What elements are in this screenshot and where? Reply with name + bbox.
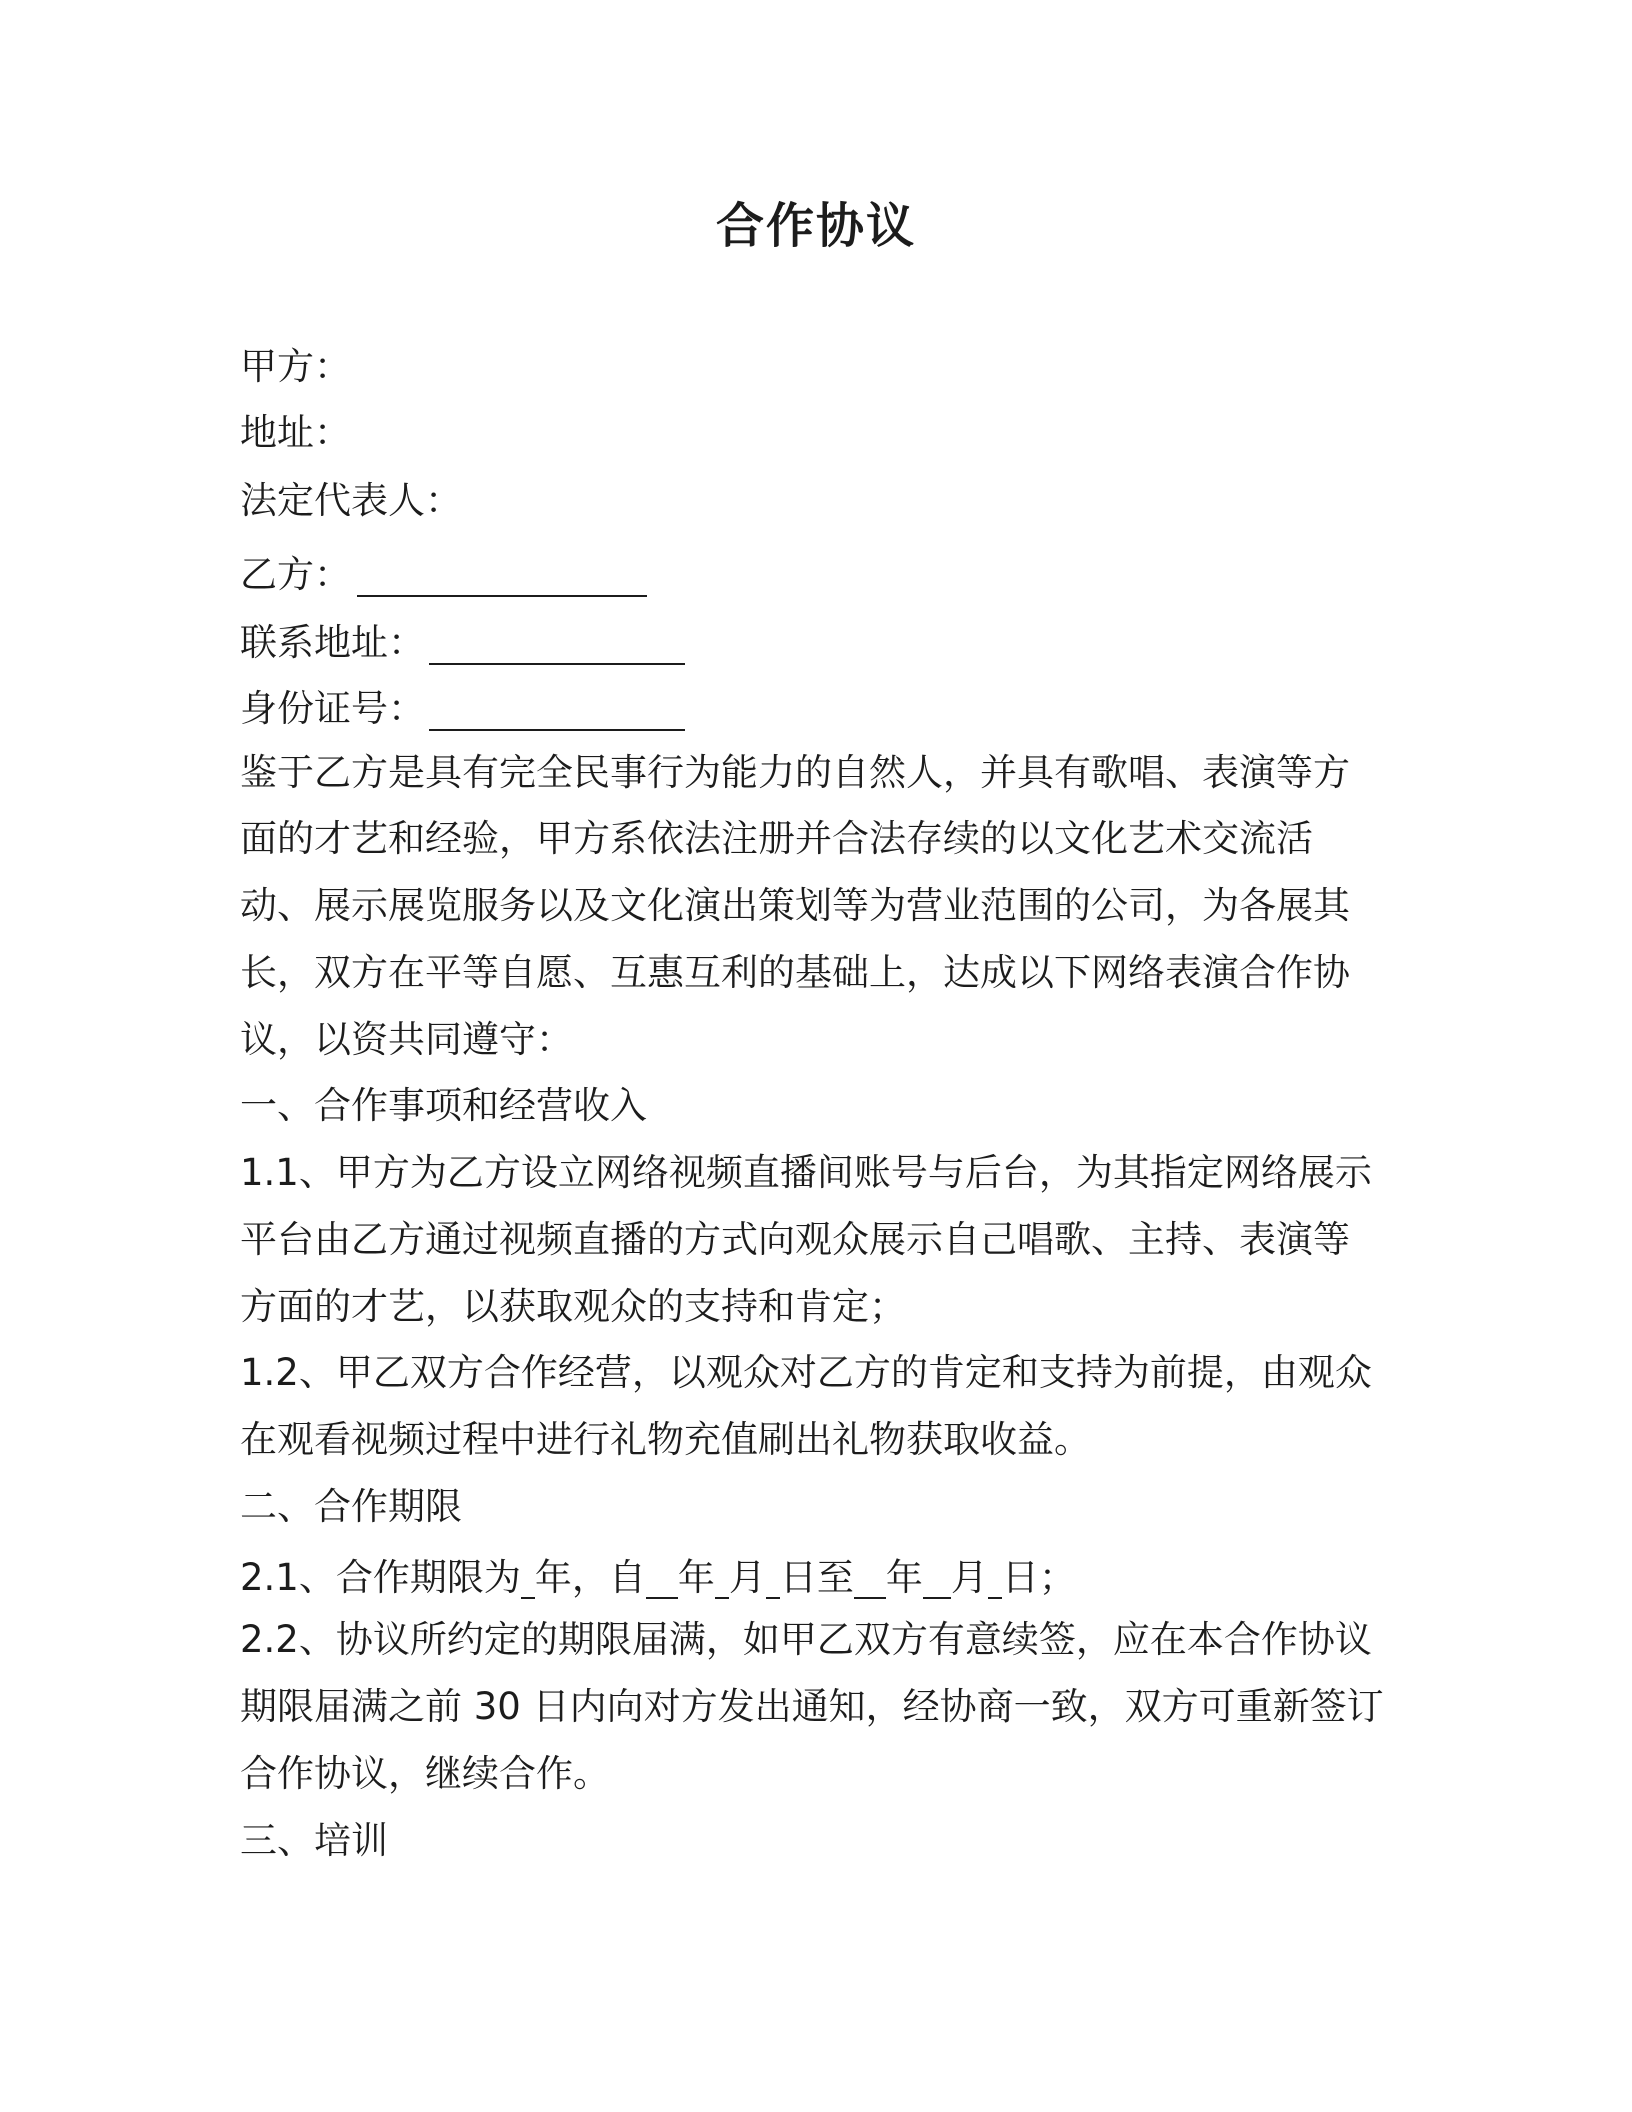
year-text: 年，自	[534, 1556, 646, 1599]
section-heading: 二、合作期限	[240, 1485, 462, 1528]
clause-line: 方面的才艺，以获取观众的支持和肯定；	[240, 1285, 906, 1328]
party-b-label: 乙方：	[240, 553, 351, 596]
id-number-row	[240, 684, 685, 734]
preamble-line: 长，双方在平等自愿、互惠互利的基础上，达成以下网络表演合作协	[240, 951, 1350, 994]
party-b-row	[240, 550, 647, 600]
clause-line: 合作协议，继续合作。	[240, 1752, 610, 1795]
end-day-blank[interactable]	[988, 1559, 1002, 1599]
year-text: 年	[885, 1556, 923, 1599]
preamble-line: 鉴于乙方是具有完全民事行为能力的自然人，并具有歌唱、表演等方	[240, 751, 1350, 794]
clause-line: 1.2、甲乙双方合作经营，以观众对乙方的肯定和支持为前提，由观众	[240, 1351, 1372, 1394]
legal-representative-label: 法定代表人：	[240, 479, 462, 522]
day-to-text: 日至	[779, 1556, 854, 1599]
party-a-label: 甲方：	[240, 345, 351, 388]
year-text: 年	[677, 1556, 715, 1599]
document-title: 合作协议	[715, 198, 916, 254]
id-number-label: 身份证号：	[240, 687, 425, 730]
id-number-blank[interactable]	[429, 689, 685, 731]
month-text: 月	[950, 1556, 988, 1599]
day-end-text: 日；	[1001, 1556, 1076, 1599]
clause-line: 1.1、甲方为乙方设立网络视频直播间账号与后台，为其指定网络展示	[240, 1151, 1372, 1194]
preamble-line: 动、展示展览服务以及文化演出策划等为营业范围的公司，为各展其	[240, 884, 1350, 927]
party-b-blank[interactable]	[357, 555, 647, 597]
clause-2-1-prefix: 2.1、合作期限为	[240, 1556, 521, 1599]
end-month-blank[interactable]	[923, 1559, 951, 1599]
clause-line: 平台由乙方通过视频直播的方式向观众展示自己唱歌、主持、表演等	[240, 1218, 1350, 1261]
clause-2-1-row	[240, 1553, 1076, 1603]
month-text: 月	[728, 1556, 766, 1599]
section-heading: 一、合作事项和经营收入	[240, 1084, 647, 1127]
start-day-blank[interactable]	[766, 1559, 780, 1599]
clause-line: 在观看视频过程中进行礼物充值刷出礼物获取收益。	[240, 1418, 1091, 1461]
preamble-line: 议，以资共同遵守：	[240, 1018, 573, 1061]
address-label: 地址：	[240, 411, 351, 454]
start-month-blank[interactable]	[715, 1559, 729, 1599]
contact-address-label: 联系地址：	[240, 621, 425, 664]
clause-line: 期限届满之前 30 日内向对方发出通知，经协商一致，双方可重新签订	[240, 1685, 1384, 1728]
contact-address-row	[240, 618, 685, 668]
end-year-blank[interactable]	[854, 1559, 886, 1599]
term-years-blank[interactable]	[521, 1559, 535, 1599]
clause-line: 2.2、协议所约定的期限届满，如甲乙双方有意续签，应在本合作协议	[240, 1618, 1372, 1661]
section-heading: 三、培训	[240, 1819, 388, 1862]
preamble-line: 面的才艺和经验，甲方系依法注册并合法存续的以文化艺术交流活	[240, 817, 1313, 860]
start-year-blank[interactable]	[646, 1559, 678, 1599]
contact-address-blank[interactable]	[429, 623, 685, 665]
